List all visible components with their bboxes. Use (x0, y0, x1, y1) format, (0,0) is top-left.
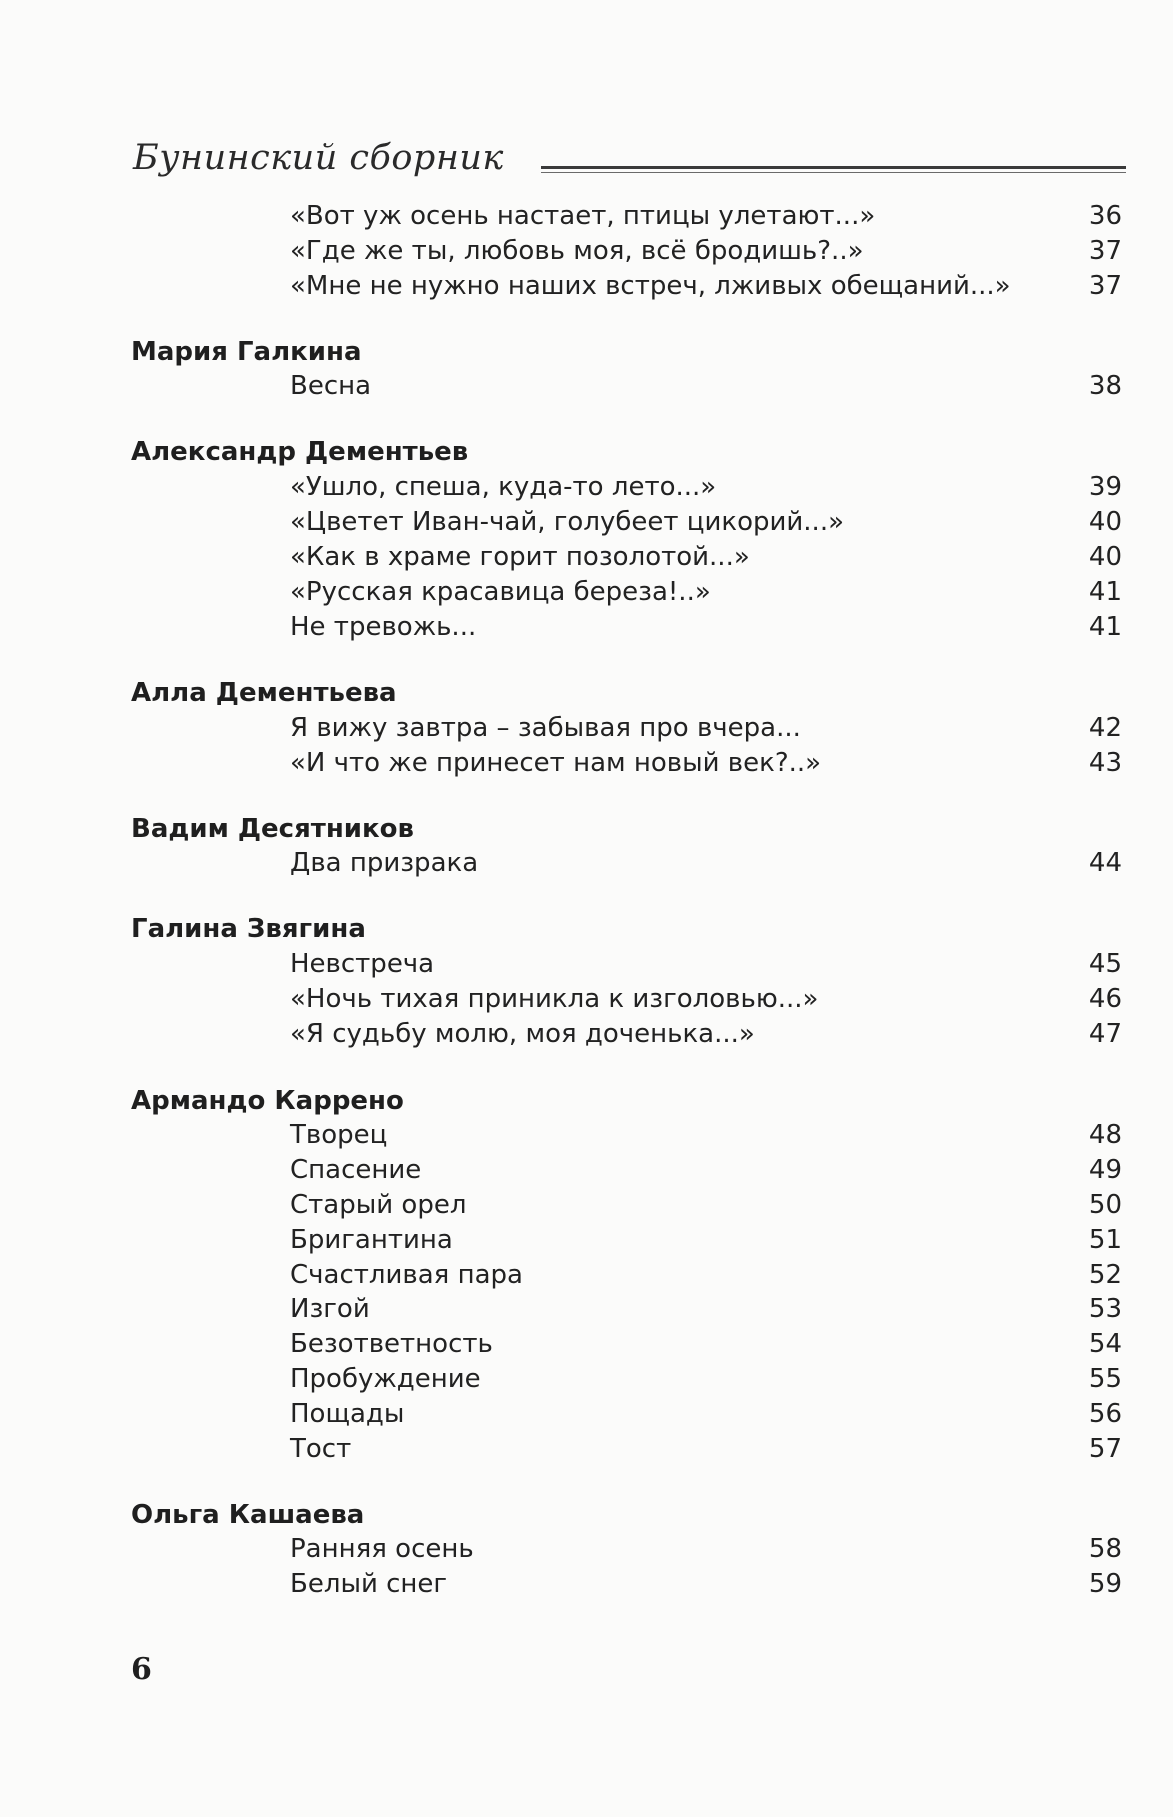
toc-entry-title: Два призрака (290, 848, 479, 878)
toc-entry-title: Тост (290, 1434, 352, 1464)
toc-entry-page-number: 41 (1088, 612, 1122, 642)
toc-entry-title: «Русская красавица береза!..» (290, 577, 711, 607)
toc-entry-title: Белый снег (290, 1569, 448, 1599)
toc-entry-title: «Как в храме горит позолотой...» (290, 542, 750, 572)
toc-entry (290, 576, 1122, 608)
toc-entry (290, 847, 1122, 879)
toc-entry-page-number: 55 (1088, 1364, 1122, 1394)
toc-entry-page-number: 49 (1088, 1155, 1122, 1185)
toc-entry (290, 370, 1122, 402)
toc-entry-page-number: 36 (1088, 201, 1122, 231)
toc-entry (290, 235, 1122, 267)
toc-entry-title: Не тревожь... (290, 612, 477, 642)
toc-entry-title: Весна (290, 371, 372, 401)
toc-entry-title: Я вижу завтра – забывая про вчера... (290, 713, 801, 743)
toc-entry (290, 1154, 1122, 1186)
toc-entry-title: Изгой (290, 1294, 370, 1324)
toc-entry-title: Невстреча (290, 949, 435, 979)
toc-entry-page-number: 57 (1088, 1434, 1122, 1464)
toc-author: Ольга Кашаева (131, 1500, 365, 1530)
toc-entry-page-number: 52 (1088, 1260, 1122, 1290)
toc-entry (290, 1224, 1122, 1256)
toc-entry-page-number: 40 (1088, 542, 1122, 572)
toc-entry (290, 1533, 1122, 1565)
toc-entry-title: «И что же принесет нам новый век?..» (290, 748, 822, 778)
toc-entry-page-number: 44 (1088, 848, 1122, 878)
toc-entry (290, 1259, 1122, 1291)
toc-entry-page-number: 40 (1088, 507, 1122, 537)
toc-entry-title: Пробуждение (290, 1364, 481, 1394)
toc-entry-title: Спасение (290, 1155, 422, 1185)
toc-entry-page-number: 58 (1088, 1534, 1122, 1564)
toc-entry-title: «Ночь тихая приникла к изголовью...» (290, 984, 819, 1014)
toc-entry (290, 1398, 1122, 1430)
toc-entry-title: Бригантина (290, 1225, 453, 1255)
toc-entry (290, 270, 1122, 302)
toc-entry (290, 983, 1122, 1015)
toc-entry-page-number: 41 (1088, 577, 1122, 607)
toc-entry-title: «Мне не нужно наших встреч, лживых обещаний...» (290, 271, 1011, 301)
toc-entry (290, 1328, 1122, 1360)
toc-author: Галина Звягина (131, 914, 366, 944)
toc-entry (290, 1119, 1122, 1151)
toc-author: Мария Галкина (131, 337, 362, 367)
toc-author: Алла Дементьева (131, 678, 397, 708)
toc-entry-title: «Где же ты, любовь моя, всё бродишь?..» (290, 236, 864, 266)
toc-entry (290, 1189, 1122, 1221)
toc-entry-page-number: 59 (1088, 1569, 1122, 1599)
toc-entry-title: Ранняя осень (290, 1534, 474, 1564)
toc-entry-title: Счастливая пара (290, 1260, 523, 1290)
toc-author: Армандо Каррено (131, 1086, 404, 1116)
toc-entry (290, 948, 1122, 980)
toc-entry (290, 712, 1122, 744)
toc-entry-page-number: 53 (1088, 1294, 1122, 1324)
toc-entry-title: «Цветет Иван-чай, голубеет цикорий...» (290, 507, 844, 537)
toc-entry-page-number: 37 (1088, 236, 1122, 266)
toc-entry-title: Безответность (290, 1329, 493, 1359)
toc-entry-page-number: 46 (1088, 984, 1122, 1014)
toc-entry-title: Творец (290, 1120, 388, 1150)
header-rule (541, 166, 1126, 169)
toc-entry-page-number: 39 (1088, 472, 1122, 502)
toc-entry-title: «Ушло, спеша, куда-то лето...» (290, 472, 717, 502)
toc-entry (290, 1363, 1122, 1395)
toc-entry-page-number: 50 (1088, 1190, 1122, 1220)
toc-entry-page-number: 37 (1088, 271, 1122, 301)
toc-entry (290, 1018, 1122, 1050)
toc-entry-page-number: 56 (1088, 1399, 1122, 1429)
toc-entry-page-number: 51 (1088, 1225, 1122, 1255)
toc-entry (290, 611, 1122, 643)
toc-entry-page-number: 38 (1088, 371, 1122, 401)
toc-entry-title: «Я судьбу молю, моя доченька...» (290, 1019, 755, 1049)
toc-entry-page-number: 54 (1088, 1329, 1122, 1359)
toc-entry (290, 1293, 1122, 1325)
toc-entry (290, 1433, 1122, 1465)
toc-author: Александр Дементьев (131, 437, 469, 467)
toc-entry-page-number: 43 (1088, 748, 1122, 778)
toc-author: Вадим Десятников (131, 814, 414, 844)
toc-entry (290, 200, 1122, 232)
toc-entry (290, 747, 1122, 779)
toc-entry-page-number: 45 (1088, 949, 1122, 979)
toc-entry (290, 1568, 1122, 1600)
toc-entry (290, 506, 1122, 538)
toc-entry-page-number: 42 (1088, 713, 1122, 743)
toc-entry (290, 471, 1122, 503)
page-number: 6 (131, 1652, 152, 1687)
toc-entry (290, 541, 1122, 573)
toc-entry-title: «Вот уж осень настает, птицы улетают...» (290, 201, 876, 231)
running-head: Бунинский сборник (133, 138, 504, 178)
toc-entry-page-number: 47 (1088, 1019, 1122, 1049)
toc-entry-title: Старый орел (290, 1190, 467, 1220)
toc-entry-title: Пощады (290, 1399, 405, 1429)
toc-entry-page-number: 48 (1088, 1120, 1122, 1150)
